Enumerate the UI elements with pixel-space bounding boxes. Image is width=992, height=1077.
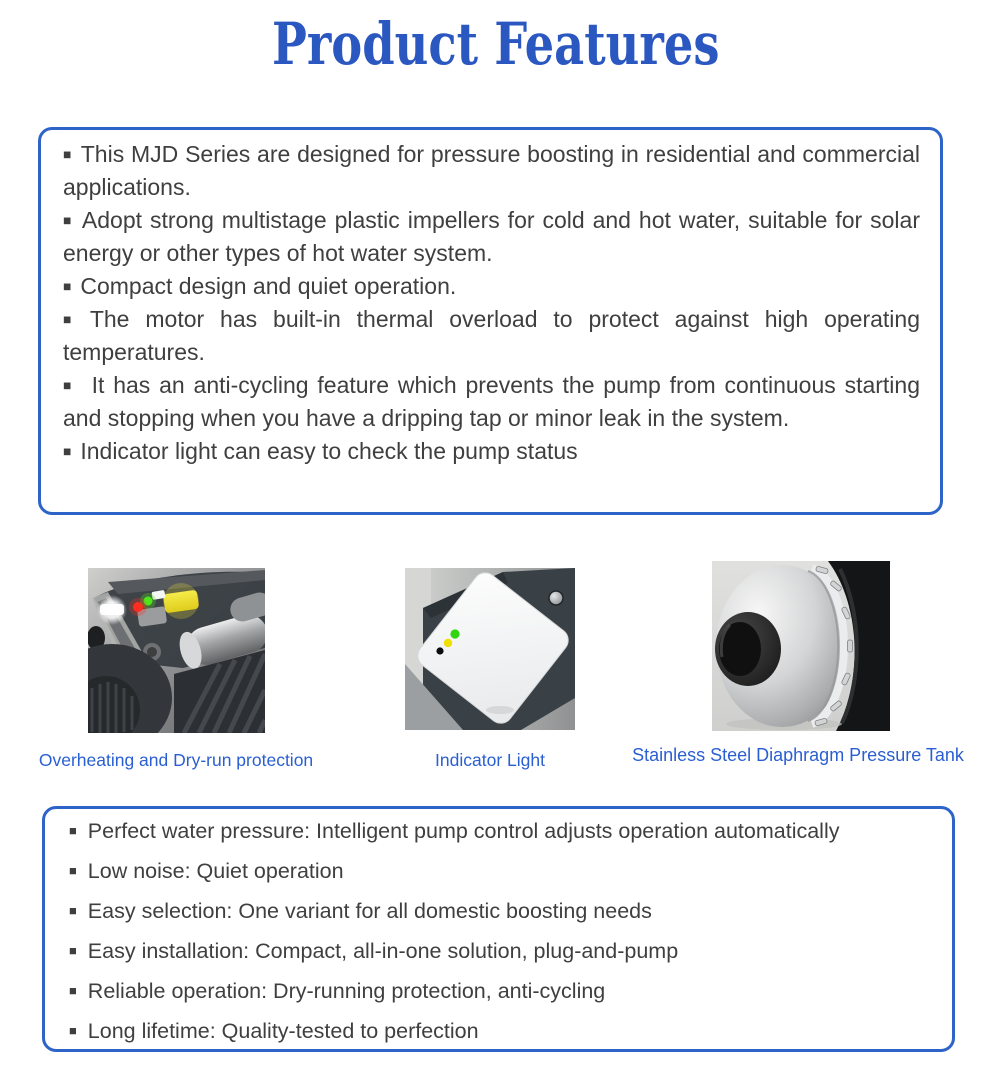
bullet-square-icon: ■ — [63, 444, 72, 459]
gallery-figure-overheating — [88, 568, 265, 733]
bullet-square-icon: ■ — [69, 983, 77, 998]
benefit-item — [69, 931, 932, 971]
bullet-square-icon: ■ — [69, 903, 77, 918]
page-title-row — [0, 8, 992, 80]
bullet-square-icon: ■ — [69, 863, 77, 878]
benefit-text: Low noise: Quiet operation — [87, 859, 344, 883]
bullet-square-icon: ■ — [63, 279, 72, 294]
feature-text: Compact design and quiet operation. — [80, 273, 457, 299]
caption-overheating: Overheating and Dry-run protection — [38, 750, 314, 770]
benefit-text: Easy selection: One variant for all domestic boosting needs — [87, 899, 652, 923]
stainless-pressure-tank-image — [712, 561, 890, 731]
bullet-square-icon: ■ — [63, 312, 81, 327]
benefit-item — [69, 851, 932, 891]
caption-pressure-tank: Stainless Steel Diaphragm Pressure Tank — [632, 745, 964, 765]
bullet-square-icon: ■ — [63, 378, 74, 393]
features-box — [38, 127, 943, 515]
feature-text: Adopt strong multistage plastic impellers for cold and hot water, suitable for solar energy or other types of hot water system. — [63, 207, 920, 266]
feature-item — [63, 369, 920, 435]
benefit-item — [69, 1011, 932, 1051]
feature-text: The motor has built-in thermal overload to protect against high operating temperatures. — [63, 306, 920, 365]
feature-text: Indicator light can easy to check the pump status — [80, 438, 578, 464]
caption-indicator-light: Indicator Light — [435, 750, 545, 770]
benefit-text: Reliable operation: Dry-running protection, anti-cycling — [87, 979, 606, 1003]
benefit-item — [69, 971, 932, 1011]
benefit-text: Long lifetime: Quality-tested to perfection — [87, 1019, 479, 1043]
feature-item — [63, 270, 920, 303]
feature-item — [63, 303, 920, 369]
feature-text: This MJD Series are designed for pressure boosting in residential and commercial applications. — [63, 141, 920, 200]
feature-item — [63, 138, 920, 204]
bullet-square-icon: ■ — [63, 147, 72, 162]
bullet-square-icon: ■ — [69, 823, 77, 838]
pump-cutaway-leds-image — [88, 568, 265, 733]
feature-text: It has an anti-cycling feature which prevents the pump from continuous starting and stopping when you have a dripping tap or minor leak in the system. — [63, 372, 920, 431]
gallery-figure-indicator — [405, 568, 575, 730]
gallery-figure-pressure-tank — [712, 561, 890, 731]
bullet-square-icon: ■ — [69, 1023, 77, 1038]
benefit-text: Perfect water pressure: Intelligent pump control adjusts operation automatically — [87, 819, 840, 843]
feature-item — [63, 435, 920, 468]
benefits-box — [42, 806, 955, 1052]
benefit-item — [69, 811, 932, 851]
feature-item — [63, 204, 920, 270]
indicator-light-panel-image — [405, 568, 575, 730]
bullet-square-icon: ■ — [63, 213, 73, 228]
benefit-text: Easy installation: Compact, all-in-one solution, plug-and-pump — [87, 939, 679, 963]
page-title: Product Features — [272, 10, 720, 78]
bullet-square-icon: ■ — [69, 943, 77, 958]
benefit-item — [69, 891, 932, 931]
